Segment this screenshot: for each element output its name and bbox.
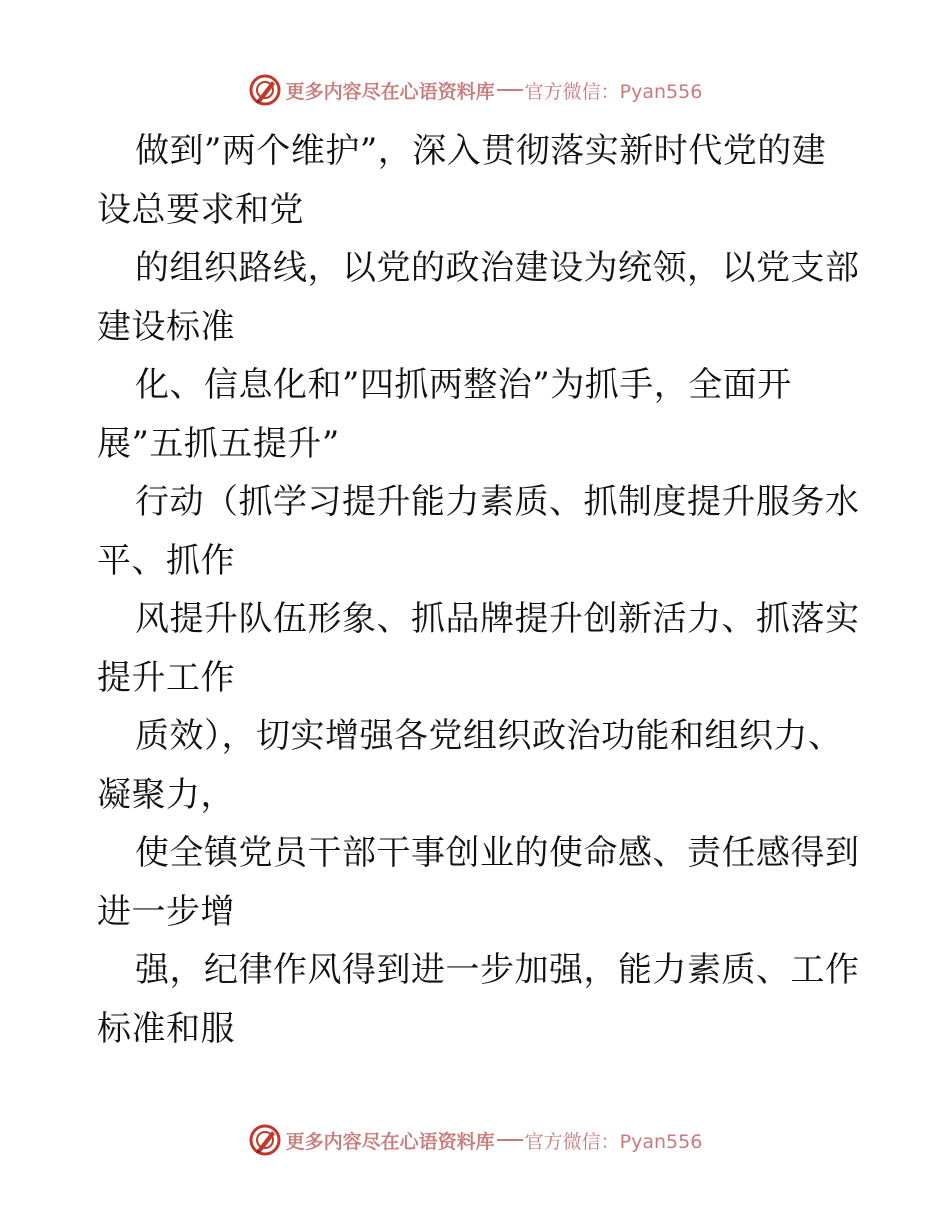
text-line-7: 行动（抓学习提升能力素质、抓制度提升服务水 bbox=[135, 482, 860, 522]
text-line-4: 建设标准 bbox=[97, 306, 235, 347]
text-line-10: 提升工作 bbox=[97, 657, 235, 698]
document-body bbox=[97, 122, 860, 1058]
header-watermark bbox=[0, 70, 950, 110]
pen-circle-logo-icon bbox=[248, 73, 282, 107]
text-line-2: 设总要求和党 bbox=[97, 189, 304, 230]
text-line-16: 标准和服 bbox=[97, 1008, 235, 1049]
footer-dash bbox=[497, 1139, 523, 1141]
footer-watermark bbox=[0, 1120, 950, 1160]
text-line-3: 的组织路线，以党的政治建设为统领，以党支部 bbox=[135, 248, 860, 288]
text-line-1: 做到”两个维护”，深入贯彻落实新时代党的建 bbox=[135, 131, 827, 171]
pen-circle-logo-icon bbox=[248, 1123, 282, 1157]
text-line-11 bbox=[97, 707, 857, 766]
text-line-9: 风提升队伍形象、抓品牌提升创新活力、抓落实 bbox=[135, 599, 860, 639]
footer-brand-text: 更多内容尽在心语资料库 bbox=[285, 1130, 495, 1153]
text-line-15: 强，纪律作风得到进一步加强，能力素质、工作 bbox=[135, 950, 860, 990]
header-dash bbox=[497, 89, 523, 91]
text-line-5: 化、信息化和”四抓两整治”为抓手，全面开 bbox=[135, 365, 792, 405]
footer-contact-text: 官方微信：Pyan556 bbox=[524, 1130, 703, 1153]
text-line-11-part-b: 强各党组织政治功能和组织力、 bbox=[359, 716, 843, 756]
text-line-11-emphasis: 增 bbox=[325, 716, 360, 756]
header-contact-text: 官方微信：Pyan556 bbox=[524, 80, 703, 103]
header-brand-text: 更多内容尽在心语资料库 bbox=[285, 80, 495, 103]
text-line-13: 使全镇党员干部干事创业的使命感、责任感得到 bbox=[135, 833, 860, 873]
text-line-6: 展”五抓五提升” bbox=[97, 423, 340, 464]
text-line-8: 平、抓作 bbox=[97, 540, 235, 581]
text-line-14: 进一步增 bbox=[97, 891, 235, 932]
text-line-11-part-a: 质效），切实 bbox=[135, 716, 325, 756]
text-line-12: 凝聚力， bbox=[97, 774, 235, 815]
